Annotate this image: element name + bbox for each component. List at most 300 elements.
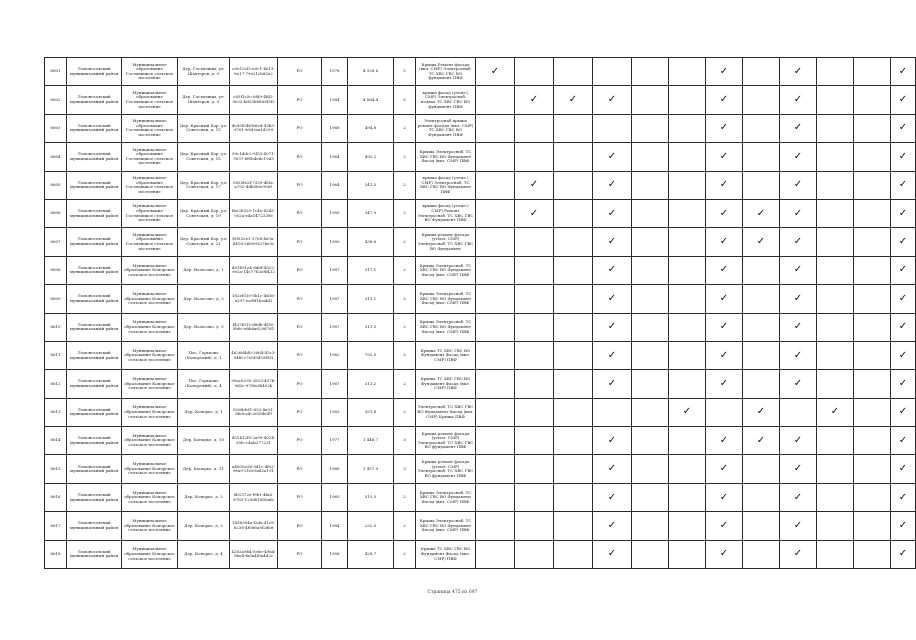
cell-district: Ломоносовский муниципальный район: [67, 114, 122, 142]
cell-num: 8618: [45, 540, 67, 568]
cell-work-flag: [554, 483, 593, 511]
cell-municipality: Муниципальное образование Копорское сельское поселение: [122, 398, 178, 426]
registry-table: [44, 57, 916, 569]
cell-work-flag: [476, 512, 515, 540]
cell-district: Ломоносовский муниципальный район: [67, 143, 122, 171]
cell-work-flag: [706, 427, 743, 455]
cell-work-flag: [476, 199, 515, 227]
cell-work-flag: [554, 285, 593, 313]
cell-work-flag: [706, 114, 743, 142]
cell-work-flag: [706, 341, 743, 369]
cell-works: Крыша ТС ХВС ГВС ВО Фундамент Фасад (вкл. СМР) ПВФ: [416, 341, 476, 369]
cell-work-flag: [817, 427, 854, 455]
check-icon: ✓: [898, 150, 908, 162]
cell-work-flag: [854, 455, 891, 483]
table-row: [45, 58, 916, 86]
check-icon: ✓: [793, 236, 803, 248]
cell-work-flag: [669, 143, 706, 171]
cell-work-flag: [706, 143, 743, 171]
cell-id: 0835fe2f-7339-4f3a-a792-4db0f0e9065: [230, 171, 278, 199]
check-icon: ✓: [607, 434, 617, 446]
cell-work-flag: [515, 540, 554, 568]
check-icon: ✓: [756, 434, 766, 446]
cell-num: 8604: [45, 143, 67, 171]
cell-work-flag: [476, 483, 515, 511]
cell-work-flag: [593, 86, 632, 114]
cell-work-flag: [515, 341, 554, 369]
cell-work-flag: [476, 455, 515, 483]
cell-floors: 2: [394, 114, 416, 142]
cell-works: Электроснаб. ТС ХВС ГВС ВО Фундамент Фасад (вкл. СМР) Крыша ПВФ: [416, 398, 476, 426]
check-icon: ✓: [607, 321, 617, 333]
cell-work-flag: [593, 256, 632, 284]
cell-work-flag: [476, 171, 515, 199]
check-icon: ✓: [607, 236, 617, 248]
cell-id: fbe2b525-1c4e-43d3-952a-e4a1472338e: [230, 199, 278, 227]
cell-work-flag: [854, 228, 891, 256]
check-icon: ✓: [793, 65, 803, 77]
cell-work-flag: [593, 398, 632, 426]
check-icon: ✓: [719, 292, 729, 304]
cell-floors: 2: [394, 483, 416, 511]
cell-work-flag: [593, 540, 632, 568]
cell-num: 8608: [45, 256, 67, 284]
cell-num: 8609: [45, 285, 67, 313]
cell-floors: 2: [394, 512, 416, 540]
cell-work-flag: [632, 143, 669, 171]
cell-district: Ломоносовский муниципальный район: [67, 199, 122, 227]
cell-work-flag: [706, 86, 743, 114]
cell-municipality: Муниципальное образование Гостилицкое сельское поселение: [122, 114, 178, 142]
cell-id: 4262a9b4-5e8e-4964-9be4-fa8a4f9a4d2c: [230, 540, 278, 568]
cell-work-flag: [669, 512, 706, 540]
cell-year: 1958: [322, 540, 348, 568]
cell-floors: 2: [394, 285, 416, 313]
table-row: [45, 341, 916, 369]
cell-municipality: Муниципальное образование Гостилицкое сельское поселение: [122, 199, 178, 227]
cell-num: 8606: [45, 199, 67, 227]
check-icon: ✓: [898, 321, 908, 333]
cell-id: f5f352e1-3704-4e9a-8418-26899927be3c: [230, 228, 278, 256]
check-icon: ✓: [756, 207, 766, 219]
table-row: [45, 143, 916, 171]
cell-work-flag: [854, 256, 891, 284]
cell-work-flag: [817, 341, 854, 369]
cell-work-flag: [515, 313, 554, 341]
cell-num: 8614: [45, 427, 67, 455]
cell-work-flag: [632, 512, 669, 540]
cell-work-flag: [706, 256, 743, 284]
cell-num: 8601: [45, 58, 67, 86]
cell-year: 1987: [322, 256, 348, 284]
cell-work-flag: [817, 398, 854, 426]
cell-work-flag: [593, 171, 632, 199]
cell-num: 8602: [45, 86, 67, 114]
check-icon: ✓: [719, 491, 729, 503]
cell-work-flag: [706, 285, 743, 313]
cell-work-flag: [593, 313, 632, 341]
check-icon: ✓: [719, 264, 729, 276]
cell-work-flag: [669, 483, 706, 511]
cell-works: Крыша ТС ХВС ГВС ВО Фундамент Фасад (вкл. СМР) ПВФ: [416, 540, 476, 568]
check-icon: ✓: [607, 292, 617, 304]
check-icon: ✓: [719, 377, 729, 389]
cell-work-flag: [817, 313, 854, 341]
cell-address: Дер. Красный Бор, ул. Советская, д. 15: [178, 114, 230, 142]
cell-floors: 2: [394, 199, 416, 227]
check-icon: ✓: [793, 150, 803, 162]
cell-work-flag: [854, 171, 891, 199]
cell-municipality: Муниципальное образование Копорское сельское поселение: [122, 455, 178, 483]
cell-work-flag: [780, 228, 817, 256]
cell-work-flag: [891, 143, 916, 171]
cell-work-flag: [515, 398, 554, 426]
cell-work-flag: [780, 171, 817, 199]
cell-work-flag: [780, 256, 817, 284]
check-icon: ✓: [898, 122, 908, 134]
cell-id: d81491e4-6d6f-4922-9e2a-14e77f2a9b412: [230, 256, 278, 284]
cell-year: 1967: [322, 370, 348, 398]
cell-work-flag: [854, 370, 891, 398]
cell-work-flag: [706, 199, 743, 227]
cell-num: 8607: [45, 228, 67, 256]
cell-num: 8616: [45, 483, 67, 511]
cell-work-flag: [554, 86, 593, 114]
cell-work-flag: [891, 58, 916, 86]
check-icon: ✓: [529, 207, 539, 219]
cell-work-flag: [476, 313, 515, 341]
cell-address: Дер. Копорье, д. 2: [178, 483, 230, 511]
cell-work-flag: [817, 540, 854, 568]
cell-work-flag: [554, 455, 593, 483]
cell-work-flag: [476, 398, 515, 426]
cell-work-flag: [669, 58, 706, 86]
cell-work-flag: [780, 341, 817, 369]
cell-district: Ломоносовский муниципальный район: [67, 341, 122, 369]
check-icon: ✓: [607, 207, 617, 219]
cell-type: РО: [278, 313, 322, 341]
cell-work-flag: [632, 86, 669, 114]
check-icon: ✓: [719, 349, 729, 361]
check-icon: ✓: [682, 406, 692, 418]
cell-year: 1962: [322, 341, 348, 369]
check-icon: ✓: [719, 463, 729, 475]
cell-work-flag: [515, 143, 554, 171]
check-icon: ✓: [793, 519, 803, 531]
cell-type: РО: [278, 427, 322, 455]
cell-work-flag: [476, 86, 515, 114]
cell-work-flag: [515, 512, 554, 540]
cell-floors: 3: [394, 455, 416, 483]
check-icon: ✓: [793, 179, 803, 191]
cell-work-flag: [817, 483, 854, 511]
cell-work-flag: [891, 512, 916, 540]
cell-work-flag: [476, 114, 515, 142]
table-row: [45, 398, 916, 426]
check-icon: ✓: [830, 406, 840, 418]
cell-id: 4626d4d0-2664-45c3-94f6-c7e9f3459f5f1: [230, 341, 278, 369]
cell-work-flag: [706, 540, 743, 568]
cell-floors: 2: [394, 171, 416, 199]
cell-id: 182ef530-5b1c-4d36-a297-ea9ff1fcadd2: [230, 285, 278, 313]
cell-num: 8610: [45, 313, 67, 341]
cell-id: a9e15cf2-a9c1-4e13-8e17-79e21cb85e2: [230, 58, 278, 86]
table-row: [45, 313, 916, 341]
cell-id: a4000e2b-9d1c-4f02-9ea9-216c9ad2a191: [230, 455, 278, 483]
cell-work-flag: [593, 143, 632, 171]
cell-year: 1978: [322, 58, 348, 86]
cell-address: Дер. Волосово, д. 1: [178, 256, 230, 284]
check-icon: ✓: [607, 377, 617, 389]
cell-work-flag: [632, 483, 669, 511]
cell-work-flag: [554, 171, 593, 199]
cell-work-flag: [706, 171, 743, 199]
cell-municipality: Муниципальное образование Гостилицкое сельское поселение: [122, 86, 178, 114]
cell-works: Крыша ремонт фасада (утепл. СМР) Электроснаб. ТС ХВС ГВС ВО фундамент ПВФ: [416, 455, 476, 483]
cell-municipality: Муниципальное образование Гостилицкое сельское поселение: [122, 58, 178, 86]
cell-floors: 2: [394, 341, 416, 369]
cell-work-flag: [706, 58, 743, 86]
cell-area: 428,7: [348, 540, 394, 568]
check-icon: ✓: [898, 207, 908, 219]
cell-district: Ломоносовский муниципальный район: [67, 171, 122, 199]
cell-work-flag: [854, 285, 891, 313]
check-icon: ✓: [898, 519, 908, 531]
cell-work-flag: [817, 143, 854, 171]
check-icon: ✓: [490, 65, 500, 77]
cell-type: РО: [278, 114, 322, 142]
cell-address: Пос. Горьково (Копорский), д. 1: [178, 341, 230, 369]
cell-type: РО: [278, 370, 322, 398]
cell-district: Ломоносовский муниципальный район: [67, 540, 122, 568]
cell-work-flag: [476, 341, 515, 369]
check-icon: ✓: [719, 321, 729, 333]
cell-work-flag: [515, 285, 554, 313]
table-row: [45, 483, 916, 511]
cell-type: РО: [278, 540, 322, 568]
cell-work-flag: [891, 313, 916, 341]
check-icon: ✓: [719, 519, 729, 531]
cell-address: Дер. Копорье, д. 10: [178, 427, 230, 455]
check-icon: ✓: [793, 548, 803, 560]
cell-work-flag: [854, 483, 891, 511]
check-icon: ✓: [719, 548, 729, 560]
cell-work-flag: [593, 427, 632, 455]
cell-work-flag: [632, 228, 669, 256]
cell-floors: 2: [394, 398, 416, 426]
cell-id: 8b1372e-f9b1-4fa6-8763-129d61d06afe: [230, 483, 278, 511]
cell-year: 1987: [322, 313, 348, 341]
cell-area: 315,3: [348, 483, 394, 511]
check-icon: ✓: [898, 406, 908, 418]
cell-works: Крыша Электроснаб. ТС ХВС ГВС ВО Фундамент Фасад (вкл. СМР) ПВФ: [416, 483, 476, 511]
cell-work-flag: [854, 58, 891, 86]
cell-work-flag: [780, 143, 817, 171]
cell-district: Ломоносовский муниципальный район: [67, 86, 122, 114]
cell-work-flag: [632, 313, 669, 341]
cell-work-flag: [669, 285, 706, 313]
cell-work-flag: [669, 199, 706, 227]
check-icon: ✓: [719, 122, 729, 134]
cell-work-flag: [706, 455, 743, 483]
cell-work-flag: [554, 370, 593, 398]
cell-work-flag: [743, 313, 780, 341]
cell-work-flag: [743, 285, 780, 313]
table-body: [45, 58, 916, 569]
cell-work-flag: [743, 256, 780, 284]
check-icon: ✓: [607, 179, 617, 191]
cell-municipality: Муниципальное образование Копорское сельское поселение: [122, 285, 178, 313]
cell-type: РО: [278, 86, 322, 114]
check-icon: ✓: [756, 406, 766, 418]
table-row: [45, 285, 916, 313]
check-icon: ✓: [793, 122, 803, 134]
cell-id: 90ac8295-2823-457b-9d3c-970bcf6402b: [230, 370, 278, 398]
cell-floors: 2: [394, 228, 416, 256]
cell-address: Дер. Волосово, д. 3: [178, 285, 230, 313]
cell-work-flag: [743, 540, 780, 568]
check-icon: ✓: [793, 434, 803, 446]
cell-area: 313,2: [348, 370, 394, 398]
cell-works: Крыша Электроснаб. ТС ХВС ГВС ВО Фундамент Фасад (вкл. СМР) ПВФ: [416, 143, 476, 171]
cell-work-flag: [476, 256, 515, 284]
cell-work-flag: [515, 228, 554, 256]
cell-work-flag: [515, 171, 554, 199]
check-icon: ✓: [793, 377, 803, 389]
cell-address: Дер. Красный Бор, ул. Советская, д. 21: [178, 228, 230, 256]
check-icon: ✓: [719, 94, 729, 106]
cell-work-flag: [891, 455, 916, 483]
cell-municipality: Муниципальное образование Гостилицкое сельское поселение: [122, 171, 178, 199]
cell-year: 1966: [322, 114, 348, 142]
cell-work-flag: [593, 199, 632, 227]
cell-work-flag: [780, 398, 817, 426]
cell-work-flag: [669, 341, 706, 369]
check-icon: ✓: [568, 94, 578, 106]
cell-work-flag: [817, 199, 854, 227]
check-icon: ✓: [607, 349, 617, 361]
cell-work-flag: [669, 228, 706, 256]
cell-work-flag: [515, 427, 554, 455]
cell-work-flag: [632, 58, 669, 86]
table-row: [45, 228, 916, 256]
cell-municipality: Муниципальное образование Копорское сельское поселение: [122, 512, 178, 540]
cell-work-flag: [515, 86, 554, 114]
cell-municipality: Муниципальное образование Гостилицкое сельское поселение: [122, 228, 178, 256]
cell-work-flag: [780, 512, 817, 540]
cell-work-flag: [780, 313, 817, 341]
cell-work-flag: [891, 285, 916, 313]
cell-work-flag: [743, 483, 780, 511]
check-icon: ✓: [793, 264, 803, 276]
cell-municipality: Муниципальное образование Копорское сельское поселение: [122, 256, 178, 284]
cell-work-flag: [891, 341, 916, 369]
cell-work-flag: [593, 228, 632, 256]
cell-work-flag: [632, 285, 669, 313]
cell-address: Дер. Красный Бор, ул. Советская, д. 17: [178, 171, 230, 199]
cell-work-flag: [593, 114, 632, 142]
cell-work-flag: [780, 285, 817, 313]
cell-area: 4 064,4: [348, 86, 394, 114]
cell-work-flag: [891, 427, 916, 455]
cell-work-flag: [817, 86, 854, 114]
cell-work-flag: [891, 171, 916, 199]
cell-work-flag: [632, 427, 669, 455]
cell-year: 1977: [322, 427, 348, 455]
cell-work-flag: [593, 370, 632, 398]
cell-type: РО: [278, 143, 322, 171]
cell-num: 8613: [45, 398, 67, 426]
cell-work-flag: [593, 483, 632, 511]
cell-work-flag: [743, 398, 780, 426]
cell-year: 1965: [322, 483, 348, 511]
cell-work-flag: [891, 370, 916, 398]
check-icon: ✓: [607, 463, 617, 475]
cell-work-flag: [476, 228, 515, 256]
cell-area: 792,5: [348, 341, 394, 369]
cell-work-flag: [854, 398, 891, 426]
cell-type: РО: [278, 58, 322, 86]
cell-works: крыша фасад (утепл.) СМР) Электроснаб. подвал ТС ХВС ГВС ВО фундамент ПВФ: [416, 86, 476, 114]
cell-work-flag: [669, 370, 706, 398]
cell-address: Дер. Волосово, д. 5: [178, 313, 230, 341]
cell-work-flag: [669, 86, 706, 114]
cell-work-flag: [854, 313, 891, 341]
cell-work-flag: [515, 256, 554, 284]
cell-work-flag: [854, 512, 891, 540]
check-icon: ✓: [793, 491, 803, 503]
cell-district: Ломоносовский муниципальный район: [67, 228, 122, 256]
table-row: [45, 171, 916, 199]
cell-works: крыша фасад (утепл.) СМР) Ремонт Электроснаб. ТС ХВС ГВС ВО Фундамент ПВФ: [416, 199, 476, 227]
cell-work-flag: [706, 228, 743, 256]
cell-area: 494,8: [348, 114, 394, 142]
cell-district: Ломоносовский муниципальный район: [67, 512, 122, 540]
cell-works: Крыша ТС ХВС ГВС ВО Фундамент Фасад (вкл. СМР) ПВФ: [416, 370, 476, 398]
cell-floors: 2: [394, 313, 416, 341]
cell-work-flag: [476, 58, 515, 86]
cell-type: РО: [278, 398, 322, 426]
cell-area: 317,1: [348, 256, 394, 284]
check-icon: ✓: [793, 292, 803, 304]
check-icon: ✓: [898, 491, 908, 503]
cell-work-flag: [476, 285, 515, 313]
cell-id: 1498384a-f2da-41c8-8238-4f086a9f2d68: [230, 512, 278, 540]
cell-work-flag: [669, 313, 706, 341]
cell-works: Крыша Электроснаб. ТС ХВС ГВС ВО Фундамент Фасад (вкл. СМР) ПВФ: [416, 313, 476, 341]
cell-area: 492,2: [348, 143, 394, 171]
cell-type: РО: [278, 455, 322, 483]
cell-work-flag: [593, 285, 632, 313]
cell-work-flag: [891, 199, 916, 227]
check-icon: ✓: [719, 150, 729, 162]
cell-work-flag: [817, 285, 854, 313]
cell-work-flag: [706, 483, 743, 511]
cell-work-flag: [817, 370, 854, 398]
cell-work-flag: [632, 199, 669, 227]
cell-municipality: Муниципальное образование Копорское сельское поселение: [122, 483, 178, 511]
cell-area: 232,0: [348, 512, 394, 540]
cell-work-flag: [743, 86, 780, 114]
cell-num: 8617: [45, 512, 67, 540]
check-icon: ✓: [719, 65, 729, 77]
cell-work-flag: [854, 540, 891, 568]
cell-work-flag: [515, 483, 554, 511]
cell-work-flag: [854, 199, 891, 227]
cell-work-flag: [706, 370, 743, 398]
cell-type: РО: [278, 512, 322, 540]
cell-type: РО: [278, 171, 322, 199]
